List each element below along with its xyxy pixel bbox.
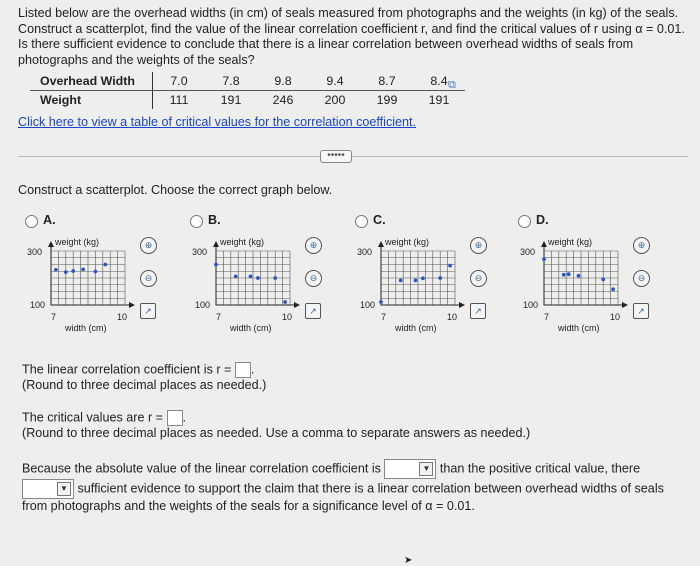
- data-point: [81, 268, 85, 272]
- weight-cell: 111: [169, 93, 189, 107]
- y-axis-label: weight (kg): [55, 237, 100, 247]
- evidence-dropdown[interactable]: [22, 479, 74, 499]
- option-letter: C.: [373, 213, 386, 227]
- x-axis-label: width (cm): [558, 323, 600, 333]
- x-axis-arrow: [129, 302, 135, 308]
- y-axis-arrow: [48, 241, 54, 247]
- width-cell: 7.0: [153, 72, 206, 91]
- data-point: [542, 257, 546, 261]
- weight-cell: 199: [376, 93, 398, 107]
- conclusion-middle: than the positive critical value, there: [439, 461, 641, 476]
- x-axis-label: width (cm): [230, 323, 272, 333]
- y-axis-label: weight (kg): [548, 237, 593, 247]
- scatterplot-option[interactable]: [355, 213, 525, 333]
- x-tick-label: 7: [216, 312, 222, 322]
- scatterplot-option[interactable]: [25, 213, 195, 333]
- zoom-in-icon[interactable]: ⊕: [140, 237, 157, 254]
- option-radio[interactable]: [25, 215, 38, 228]
- axis-line: [51, 243, 133, 305]
- data-point: [273, 276, 277, 280]
- data-point: [438, 276, 442, 280]
- width-cell: 9.4: [309, 72, 361, 91]
- x-axis-arrow: [294, 302, 300, 308]
- data-point: [567, 272, 571, 276]
- zoom-out-icon[interactable]: ⊖: [470, 270, 487, 287]
- data-point: [399, 279, 403, 283]
- axis-line: [544, 243, 626, 305]
- conclusion-question: [22, 459, 682, 515]
- x-tick-label: 7: [51, 312, 57, 322]
- table-row: [30, 72, 465, 91]
- data-point: [103, 263, 107, 267]
- data-point: [256, 276, 260, 280]
- data-point: [214, 263, 218, 267]
- y-tick-label: 300: [357, 247, 373, 257]
- external-link-icon[interactable]: ↗: [470, 303, 486, 319]
- scatterplot-option[interactable]: [190, 213, 360, 333]
- comparison-dropdown[interactable]: [384, 459, 436, 479]
- scatterplot-graph: [375, 239, 465, 319]
- x-tick-label: 10: [447, 312, 458, 322]
- critical-question: The critical values are r = . (Round to three decimal places as needed. Use a comma to separate answers as needed.): [22, 410, 531, 440]
- zoom-out-icon[interactable]: ⊖: [633, 270, 650, 287]
- copy-icon[interactable]: ⧉: [448, 79, 456, 91]
- data-point: [234, 275, 238, 279]
- question-intro: Listed below are the overhead widths (in cm) of seals measured from photographs and the weights (in kg) of the seals. Construct a scatterplot, find the value of the linear correlation coefficient r, and find the critical values of r using α = 0.01. Is there sufficient evidence to conclude that there is a linear correlation between overhead widths of seals from photographs and the weights of the seals?: [18, 6, 685, 67]
- option-letter: A.: [43, 213, 56, 227]
- table-row: [30, 91, 465, 110]
- correlation-label: The linear correlation coefficient is r =: [22, 362, 232, 377]
- x-tick-label: 10: [117, 312, 128, 322]
- option-radio[interactable]: [518, 215, 531, 228]
- mouse-cursor-icon: ➤: [404, 555, 413, 566]
- data-point: [54, 268, 58, 272]
- width-cell: 8.4: [413, 72, 465, 91]
- data-point: [414, 279, 418, 283]
- y-tick-label: 100: [523, 300, 539, 310]
- zoom-in-icon[interactable]: ⊕: [305, 237, 322, 254]
- scatterplot-graph: [45, 239, 135, 319]
- critical-values-link[interactable]: Click here to view a table of critical values for the correlation coefficient.: [18, 115, 417, 129]
- zoom-out-icon[interactable]: ⊖: [140, 270, 157, 287]
- scatterplot-graph: [538, 239, 628, 319]
- y-axis-arrow: [213, 241, 219, 247]
- weight-cell: 191: [428, 93, 450, 107]
- x-tick-label: 7: [544, 312, 550, 322]
- width-row-label: Overhead Width: [30, 72, 153, 91]
- chevron-down-icon: ▼: [419, 462, 433, 476]
- y-axis-label: weight (kg): [220, 237, 265, 247]
- data-point: [71, 269, 75, 273]
- data-point: [448, 264, 452, 268]
- y-tick-label: 100: [195, 300, 211, 310]
- data-point: [283, 300, 287, 304]
- x-tick-label: 10: [610, 312, 621, 322]
- expand-button[interactable]: •••••: [320, 150, 352, 163]
- width-cell: 8.7: [361, 72, 413, 91]
- critical-answer-input[interactable]: [167, 410, 183, 426]
- width-cell: 7.8: [205, 72, 257, 91]
- x-axis-label: width (cm): [65, 323, 107, 333]
- x-axis-arrow: [459, 302, 465, 308]
- y-tick-label: 100: [360, 300, 376, 310]
- x-axis-arrow: [622, 302, 628, 308]
- weight-cell: 246: [272, 93, 294, 107]
- data-point: [562, 273, 566, 277]
- data-point: [421, 276, 425, 280]
- data-point: [379, 300, 383, 304]
- data-point: [577, 274, 581, 278]
- y-tick-label: 100: [30, 300, 46, 310]
- data-point: [94, 270, 98, 274]
- data-point: [249, 275, 253, 279]
- zoom-out-icon[interactable]: ⊖: [305, 270, 322, 287]
- y-tick-label: 300: [192, 247, 208, 257]
- weight-cell: 191: [220, 93, 242, 107]
- data-point: [611, 287, 615, 291]
- x-tick-label: 7: [381, 312, 387, 322]
- option-letter: D.: [536, 213, 549, 227]
- y-axis-arrow: [378, 241, 384, 247]
- scatterplot-option[interactable]: [518, 213, 688, 333]
- y-axis-label: weight (kg): [385, 237, 430, 247]
- conclusion-before: Because the absolute value of the linear correlation coefficient is: [22, 461, 381, 476]
- x-axis-label: width (cm): [395, 323, 437, 333]
- external-link-icon[interactable]: ↗: [140, 303, 156, 319]
- conclusion-after: sufficient evidence to support the claim that there is a linear correlation between overhead widths of seals from photographs and the weights of the seals for a significance level of α = 0.01.: [22, 481, 664, 513]
- divider: [18, 156, 688, 157]
- y-tick-label: 300: [27, 247, 43, 257]
- data-point: [64, 270, 68, 274]
- x-tick-label: 10: [282, 312, 293, 322]
- r-answer-input[interactable]: [235, 362, 251, 378]
- weight-row-label: Weight: [30, 91, 153, 110]
- external-link-icon[interactable]: ↗: [305, 303, 321, 319]
- critical-note: (Round to three decimal places as needed. Use a comma to separate answers as needed.): [22, 426, 531, 440]
- correlation-question: The linear correlation coefficient is r = . (Round to three decimal places as needed.): [22, 362, 267, 392]
- data-point: [601, 278, 605, 282]
- width-cell: 9.8: [257, 72, 309, 91]
- option-radio[interactable]: [355, 215, 368, 228]
- chevron-down-icon: ▼: [57, 482, 71, 496]
- scatterplot-graph: [210, 239, 300, 319]
- external-link-icon[interactable]: ↗: [633, 303, 649, 319]
- option-letter: B.: [208, 213, 221, 227]
- data-table: [30, 72, 465, 109]
- weight-cell: 200: [324, 93, 346, 107]
- scatterplot-prompt: Construct a scatterplot. Choose the correct graph below.: [18, 183, 333, 197]
- zoom-in-icon[interactable]: ⊕: [633, 237, 650, 254]
- option-radio[interactable]: [190, 215, 203, 228]
- y-tick-label: 300: [520, 247, 536, 257]
- axis-line: [216, 243, 298, 305]
- y-axis-arrow: [541, 241, 547, 247]
- critical-label: The critical values are r =: [22, 410, 164, 425]
- zoom-in-icon[interactable]: ⊕: [470, 237, 487, 254]
- axis-line: [381, 243, 463, 305]
- correlation-note: (Round to three decimal places as needed.): [22, 378, 267, 392]
